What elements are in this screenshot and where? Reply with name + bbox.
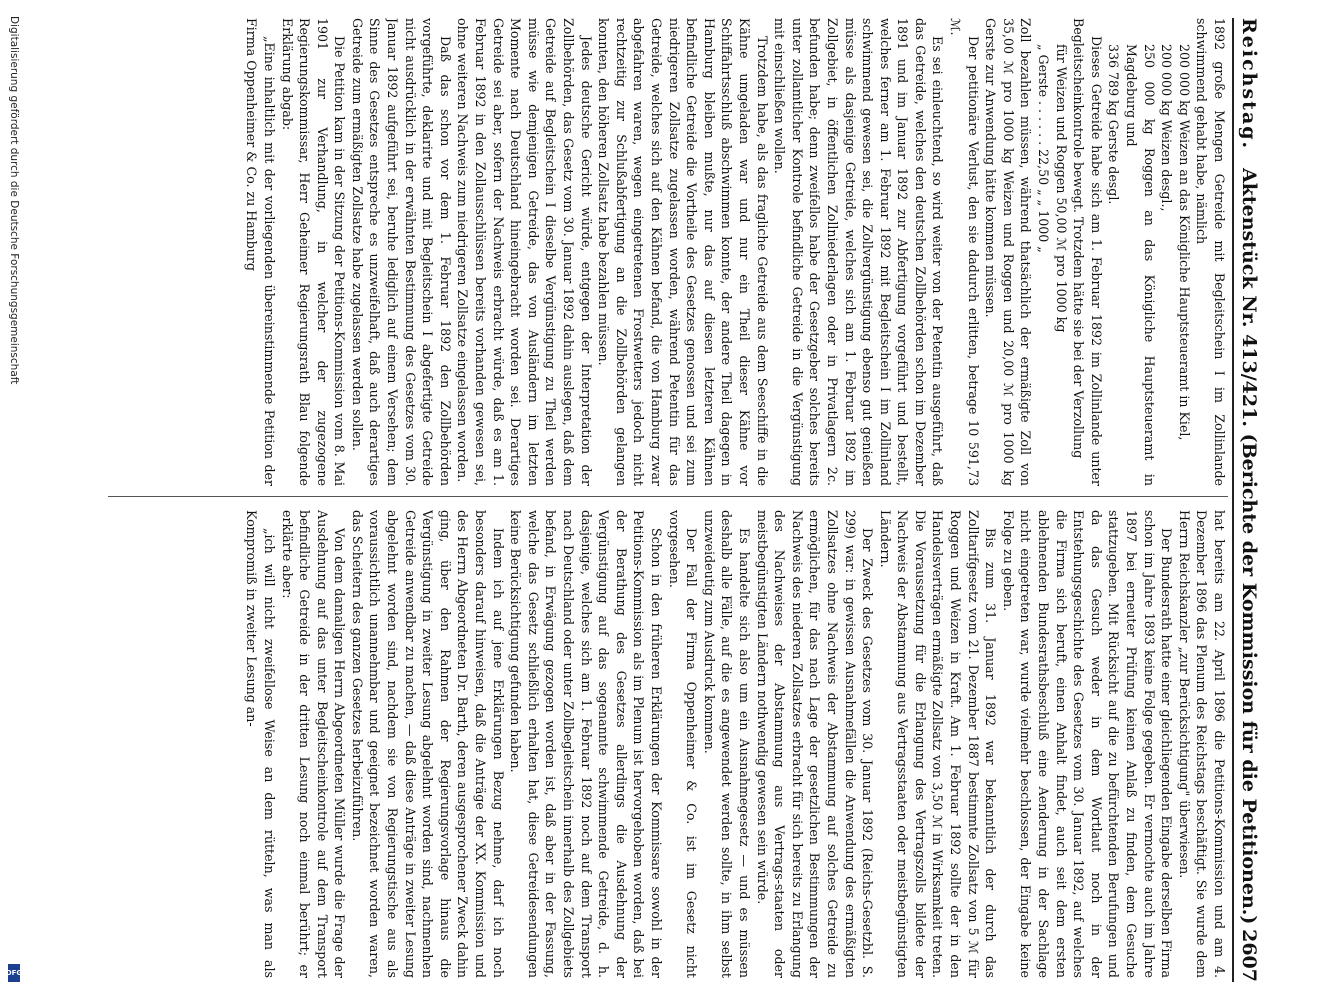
paragraph: „Eine inhaltlich mit der vorliegenden übereinstimmende Petition der Firma Oppenheimer & Co. zu Hamburg [244,18,277,486]
scanned-page [88,10,1268,990]
paragraph: Der Fall der Firma Oppenheimer & Co. ist im Gesetz nicht vorgesehen. [666,510,700,978]
paragraph: Der Zweck des Gesetzes vom 30. Januar 1892 (Reichs-Gesetzbl. S. 299) war: in gewissen Ausnahmefällen die Anwendung des ermäßigten Zollsatzes ohne Nachweis der Abstammung auf solches Getreide zu ermöglichen, für das nach Lage der gesetzlichen Bestimmungen der Nachweis des niederen Zollsatzes erbracht für sich bereits zu Erlangung des Nachweises der Abstammung aus Vertrags-staaten oder meistbegünstigten Ländern nothwendig gewesen sein würde. [754,510,876,978]
list-item: 250 000 kg Roggen an das Königliche Hauptsteueramt in Magdeburg und [1124,44,1157,486]
paragraph: Die Petition kam in der Sitzung der Petitions-Kommission vom 8. Mai 1901 zur Verhandlung, in welcher der zugezogene Regierungskommissar, Herr Geheimer Regierungsrath Blau folgende Erklärung abgab: [279,18,348,486]
paragraph: Von dem damaligen Herrn Abgeordneten Müller wurde die Frage der Ausdehnung auf das unter Begleitscheinkontrole auf dem Transport befindliche Getreide in der dritten Lesung noch einmal berührt; er erklärte aber: [279,510,348,978]
paragraph: Schon in den früheren Erklärungen der Kommissare sowohl in der Petitions-Kommission als im Plenum ist hervorgehoben worden, daß bei der Berathung des Gesetzes allerdings die Ausdehnung der Vergünstigung auf das sogenannte schwimmende Getreide, d. h. dasjenige, welches sich am 1. Februar 1892 noch auf dem Transport nach Deutschland oder unter Zollbegleitschein innerhalb des Zollgebiets befand, in Erwägung gezogen worden ist, daß aber in der Fassung, welche das Gesetz schließlich erhalten hat, diese Getreidesendungen keine Berücksichtigung gefunden haben. [508,510,664,978]
paragraph: Es sei einleuchtend, so wird weiter von der Petentin ausgeführt, daß das Getreide, welches den deutschen Zollbehörden schon im Dezember 1891 und im Januar 1892 zur Abfertigung vorgeführt und bestellt, welches ferner am 1. Februar 1892 mit Begleitschein I im Zollinland schwimmend gewesen sei, die Zollvergünstigung ebenso gut genießen müsse als dasjenige Getreide, welches sich am 1. Februar 1892 im Zollgebiet, in öffentlichen Zollniederlagen oder in Privatlagern 2c. befunden habe; denn zweifellos habe der Gesetzgeber solches bereits unter zollamtlicher Kontrole befindliche Getreide in die Vergünstigung mit einschließen wollen. [772,18,946,486]
column-divider [108,496,1228,497]
right-column [100,510,1228,978]
left-column [100,18,1228,486]
paragraph: Daß das schon vor dem 1. Februar 1892 den Zollbehörden vorgeführte, deklarirte und mit Begleitschein I abgefertigte Getreide nicht ausdrücklich in der erwähnten Bestimmung des Gesetzes vom 30. Januar 1892 aufgeführt sei, beruhe lediglich auf einem Versehen; dem Sinne des Gesetzes entspreche es unzweifelhaft, daß auch derartiges Getreide zum ermäßigten Zollsatze habe zugelassen werden sollen. [349,18,453,486]
paragraph: Der Bundesrath hatte einer gleichliegenden Eingabe derselben Firma schon im Jahre 1893 keine Folge gegeben. Er vermochte auch im Jahre 1897 bei erneuter Prüfung keinen Anlaß zu finden, dem Gesuche stattzugeben. Mit Rücksicht auf die zu befürchtenden Berufungen und da das Gesuch weder in dem Wortlaut noch in der Entstehungsgeschichte des Gesetzes vom 30. Januar 1892, auf welches die Firma sich beruft, einen Anhalt findet, auch seit dem ersten ablehnenden Bundesrathsbeschluß eine Aenderung in der Sachlage nicht eingetreten war, wurde vielmehr beschlossen, der Eingabe keine Folge zu geben. [1000,510,1175,978]
list-item: für Weizen und Roggen 50,00 ℳ pro 1000 kg [1053,44,1069,333]
paragraph: Es handelte sich also um ein Ausnahmegesetz — und es müssen deshalb alle Fälle, auf die es angewendet werden sollte, in ihm selbst unzweideutig zum Ausdruck kommen. [701,510,752,978]
list-item: 336 789 kg Gerste desgl. [1106,44,1122,205]
paragraph: Der petitionäre Verlust, den sie dadurch erlitten, betrage 10 591,73 ℳ. [948,18,981,486]
list-item: 200 000 kg Weizen desgl., [1159,44,1175,212]
paragraph: Indem ich auf jene Erklärungen Bezug nehme, darf ich noch besonders darauf hinweisen, daß die Anträge der XX. Kommission und des Herrn Abgeordneten Dr. Barth, deren ausgesprochener Zweck dahin ging, über den Rahmen der Regierungsvorlage hinaus die Vergünstigung in zweiter Lesung abgelehnt worden sind, nachmenhen Getreide anwendbar zu machen, — daß diese Anträge in zweiter Lesung abgelehnt worden sind, nachdem sie von Regierungstische aus als voraussichtlich unannehmbar und geeignet bezeichnet worden waren, das Scheitern des ganzen Gesetzes herbeizuführen. [349,510,506,978]
paragraph: Dieses Getreide habe sich am 1. Februar 1892 im Zollinlande unter Begleitscheinkontrole bewegt. Trotzdem hätte sie bei der Verzollung [1071,18,1104,486]
paragraph: „ich will nicht zweifellose Weise an dem rütteln, was man als Kompromiß in zweiter Lesung an- [244,510,277,978]
header-left: Reichstag. [1238,18,1260,151]
dfg-logo: DFG [8,964,20,982]
paragraph: Jedes deutsche Gericht würde, entgegen der Interpretation der Zollbehörden, das Gesetz vom 30. Januar 1892 dahin auslegen, daß dem Getreide auf Begleitschein I dieselbe Vergünstigung zu Theil werden müsse wie demjenigen Getreide, das von Ausländern im letzten Momente nach Deutschland hineingebracht worden sei. Derartiges Getreide sei aber, sofern der Nachweis erbracht würde, daß es am 1. Februar 1892 in den Zollausschlüssen bereits vorhanden gewesen sei, ohne weiteren Nachweis zum niedrigeren Zollsatze eingelassen worden. [455,18,594,486]
credit-text: Digitalisierung gefördert durch die Deutsche Forschungsgemeinschaft [8,16,20,385]
paragraph: Zoll bezahlen müssen, während thatsächlich der ermäßigte Zoll von 35,00 ℳ pro 1000 kg Weizen und Roggen und 20,00 ℳ pro 1000 kg Gerste zur Anwendung hätte kommen müssen. [983,18,1034,486]
list-item: „ Gerste . . . . . . 22,50 „ „ 1000 „ [1036,44,1052,253]
list-item: 200 000 kg Weizen an das Königliche Hauptsteueramt in Kiel, [1176,44,1192,441]
paragraph: hat bereits am 22. April 1896 die Petitions-Kommission und am 4. Dezember 1896 das Plenum des Reichstags beschäftigt. Sie wurde dem Herrn Reichskanzler „zur Berücksichtigung" überwiesen. [1176,510,1227,978]
header-title: Aktenstück Nr. 413/421. (Berichte der Kommission für die Petitionen.) [1238,168,1260,925]
paragraph: Trotzdem habe, als das fragliche Getreide aus dem Seeschiffe in die Kähne umgeladen war und nur ein Theil dieser Kähne vor Schiffahrtsschluß abschwimmen konnte, der andere Theil dagegen in Hamburg bleiben mußte, nur das auf diesen letzteren Kähnen befindliche Getreide die Vortheile des Gesetzes genossen und sei zum niedrigeren Zollsatze zugelassen worden, während Petentin für das Getreide, welches sich auf den Kähnen befand, die von Hamburg zwar abgefahren waren, wegen eingetretenen Frostwetters jedoch nicht rechtzeitig zur Schlußabfertigung an die Zollbehörden gelangen konnten, den höheren Zollsatz habe bezahlen müssen. [596,18,770,486]
paragraph: 1892 große Mengen Getreide mit Begleitschein I im Zollinlande schwimmend gehabt habe, nämlich [1194,18,1227,486]
paragraph: Bis zum 31. Januar 1892 war bekanntlich der durch das Zolltarifgesetz vom 21. Dezember 1887 bestimmte Zollsatz von 5 ℳ für Roggen und Weizen in Kraft. Am 1. Februar 1892 sollte der in den Handelsverträgen ermäßigte Zollsatz von 3,50 ℳ in Wirksamkeit treten. Die Voraussetzung für die Erlangung des Vertragszolls bildete der Nachweis der Abstammung aus Vertragsstaaten oder meistbegünstigten Ländern. [877,510,999,978]
running-head [1232,18,1262,982]
page-number: 2607 [1238,929,1260,982]
digitization-credit [5,16,23,986]
